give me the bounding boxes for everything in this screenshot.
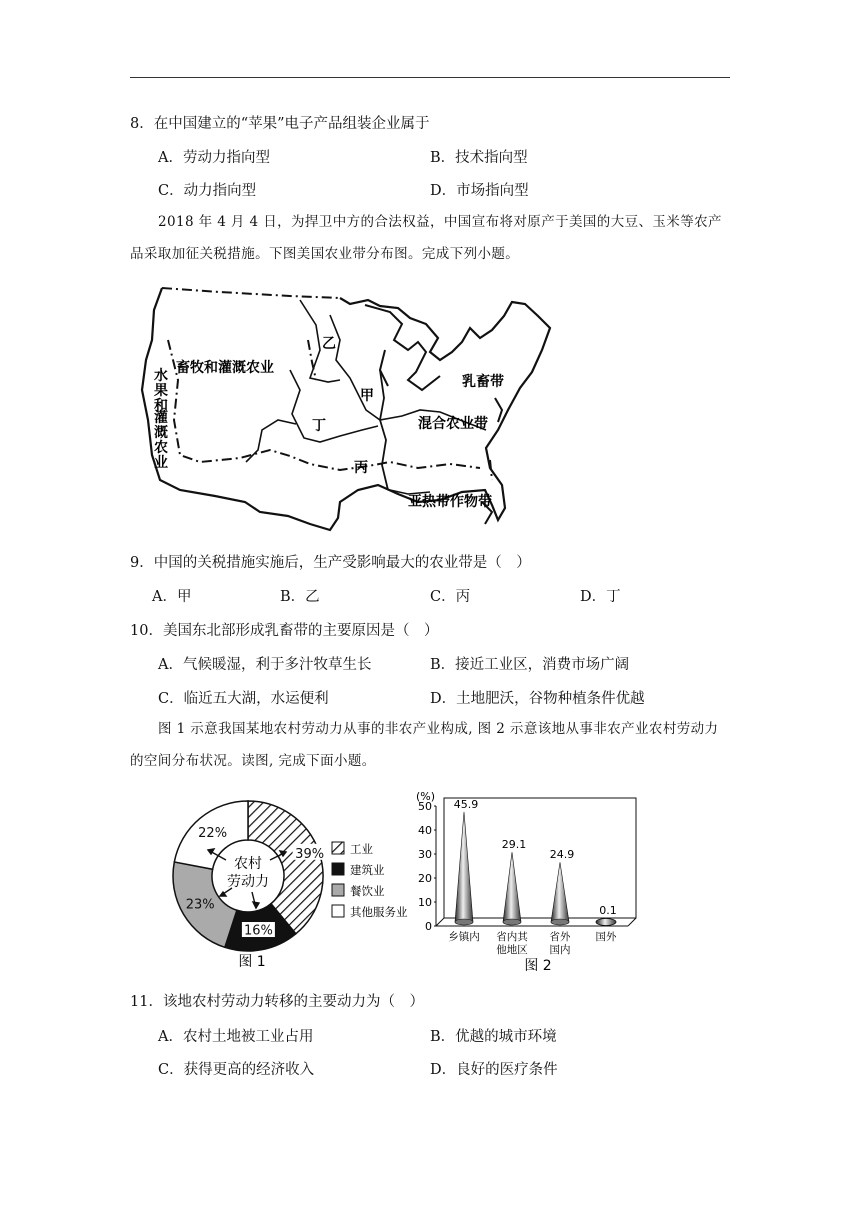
figure-2-cone-chart bbox=[410, 788, 645, 978]
y-tick-label: 50 bbox=[418, 800, 432, 813]
y-tick-label: 40 bbox=[418, 824, 432, 837]
label-fruit-irrigation bbox=[154, 367, 168, 471]
cone-base-1 bbox=[503, 919, 521, 925]
label-bing: 丙 bbox=[354, 460, 368, 476]
floor-edge bbox=[628, 918, 636, 926]
donut-value-label-2: 23% bbox=[185, 897, 215, 913]
label-subtropical-belt: 亚热带作物带 bbox=[408, 494, 492, 510]
x-category-label-3: 国外 bbox=[595, 931, 617, 943]
legend-swatch-1 bbox=[332, 863, 344, 875]
x-category-label-1: 他地区 bbox=[496, 944, 528, 956]
question-8-stem: 8．在中国建立的“苹果”电子产品组装企业属于 bbox=[130, 116, 430, 132]
q10-option-b[interactable]: B．接近工业区，消费市场广阔 bbox=[430, 657, 630, 673]
q8-option-d[interactable]: D．市场指向型 bbox=[430, 183, 529, 199]
figure-2-unit: (%) bbox=[416, 790, 436, 803]
figure-1-donut-chart bbox=[168, 788, 418, 973]
x-category-label-1: 省内其 bbox=[496, 931, 528, 943]
x-category-label-2: 国内 bbox=[549, 944, 571, 956]
mississippi-river bbox=[380, 370, 388, 490]
donut-center-label-2: 劳动力 bbox=[227, 874, 269, 890]
cone-base-0 bbox=[455, 919, 473, 925]
cone-value-label-2: 24.9 bbox=[549, 848, 575, 862]
figure-2-caption: 图 2 bbox=[524, 958, 552, 974]
cone-0 bbox=[455, 812, 473, 922]
question-11-stem: 11．该地农村劳动力转移的主要动力为（ ） bbox=[130, 994, 424, 1010]
cone-2 bbox=[551, 862, 569, 922]
svg-text:灌溉农业: 灌溉农业 bbox=[154, 410, 168, 471]
q9-option-d[interactable]: D．丁 bbox=[580, 589, 621, 605]
label-jia: 甲 bbox=[360, 388, 374, 404]
x-category-label-2: 省外 bbox=[549, 931, 571, 943]
q11-option-d[interactable]: D．良好的医疗条件 bbox=[430, 1062, 558, 1078]
q11-option-a[interactable]: A．农村土地被工业占用 bbox=[158, 1029, 314, 1045]
y-tick-label: 20 bbox=[418, 872, 432, 885]
top-rule bbox=[130, 77, 730, 78]
label-ding: 丁 bbox=[312, 418, 326, 434]
plot-back-wall bbox=[444, 798, 636, 918]
great-lakes bbox=[365, 305, 440, 390]
q8-option-b[interactable]: B．技术指向型 bbox=[430, 150, 528, 166]
q11-option-b[interactable]: B．优越的城市环境 bbox=[430, 1029, 557, 1045]
legend-swatch-2 bbox=[332, 884, 344, 896]
donut-center-label-1: 农村 bbox=[234, 856, 262, 872]
y-tick-label: 0 bbox=[425, 920, 432, 933]
donut-value-label-1: 16% bbox=[243, 923, 273, 939]
legend-label-3: 其他服务业 bbox=[350, 905, 408, 919]
cone-value-label-0: 45.9 bbox=[453, 797, 479, 811]
q8-option-c[interactable]: C．动力指向型 bbox=[158, 183, 257, 199]
passage-labor: 图 1 示意我国某地农村劳动力从事的非农产业构成, 图 2 示意该地从事非农产业农村劳动力的空间分布状况。读图, 完成下面小题。 bbox=[130, 721, 719, 769]
cone-base-2 bbox=[551, 919, 569, 925]
legend-swatch-3 bbox=[332, 905, 344, 917]
q10-option-a[interactable]: A．气候暖湿，利于多汁牧草生长 bbox=[158, 657, 372, 673]
cone-3 bbox=[596, 919, 616, 926]
figure-1-caption: 图 1 bbox=[238, 954, 266, 970]
label-mixed-farming-belt: 混合农业带 bbox=[418, 416, 488, 432]
q11-option-c[interactable]: C．获得更高的经济收入 bbox=[158, 1062, 315, 1078]
cone-value-label-1: 29.1 bbox=[501, 838, 527, 852]
y-tick-label: 30 bbox=[418, 848, 432, 861]
legend-label-0: 工业 bbox=[350, 842, 373, 856]
cone-1 bbox=[503, 852, 521, 922]
donut-value-label-0: 39% bbox=[295, 846, 325, 862]
q9-option-b[interactable]: B．乙 bbox=[280, 589, 320, 605]
axis-depth bbox=[436, 918, 444, 926]
legend-label-1: 建筑业 bbox=[350, 863, 385, 877]
y-tick-label: 10 bbox=[418, 896, 432, 909]
q9-option-a[interactable]: A．甲 bbox=[152, 589, 192, 605]
question-10-stem: 10．美国东北部形成乳畜带的主要原因是（ ） bbox=[130, 623, 439, 639]
label-livestock-irrigation: 畜牧和灌溉农业 bbox=[176, 360, 274, 376]
x-category-label-0: 乡镇内 bbox=[448, 931, 480, 943]
q10-option-d[interactable]: D．土地肥沃，谷物种植条件优越 bbox=[430, 691, 645, 707]
label-dairy-belt: 乳畜带 bbox=[462, 374, 504, 390]
svg-text:水果和: 水果和 bbox=[154, 368, 168, 414]
legend-label-2: 餐饮业 bbox=[350, 884, 385, 898]
legend-swatch-0 bbox=[332, 842, 344, 854]
q10-option-c[interactable]: C．临近五大湖，水运便利 bbox=[158, 691, 329, 707]
us-agriculture-map bbox=[140, 280, 560, 532]
donut-value-label-3: 22% bbox=[198, 826, 228, 842]
cone-value-label-3: 0.1 bbox=[599, 904, 617, 917]
label-yi: 乙 bbox=[322, 336, 336, 352]
q8-option-a[interactable]: A．劳动力指向型 bbox=[158, 150, 270, 166]
question-9-stem: 9．中国的关税措施实施后，生产受影响最大的农业带是（ ） bbox=[130, 555, 531, 571]
q9-option-c[interactable]: C．丙 bbox=[430, 589, 471, 605]
passage-tariff: 2018 年 4 月 4 日，为捍卫中方的合法权益，中国宣布将对原产于美国的大豆、玉米等农产品采取加征关税措施。下图美国农业带分布图。完成下列小题。 bbox=[130, 214, 722, 262]
